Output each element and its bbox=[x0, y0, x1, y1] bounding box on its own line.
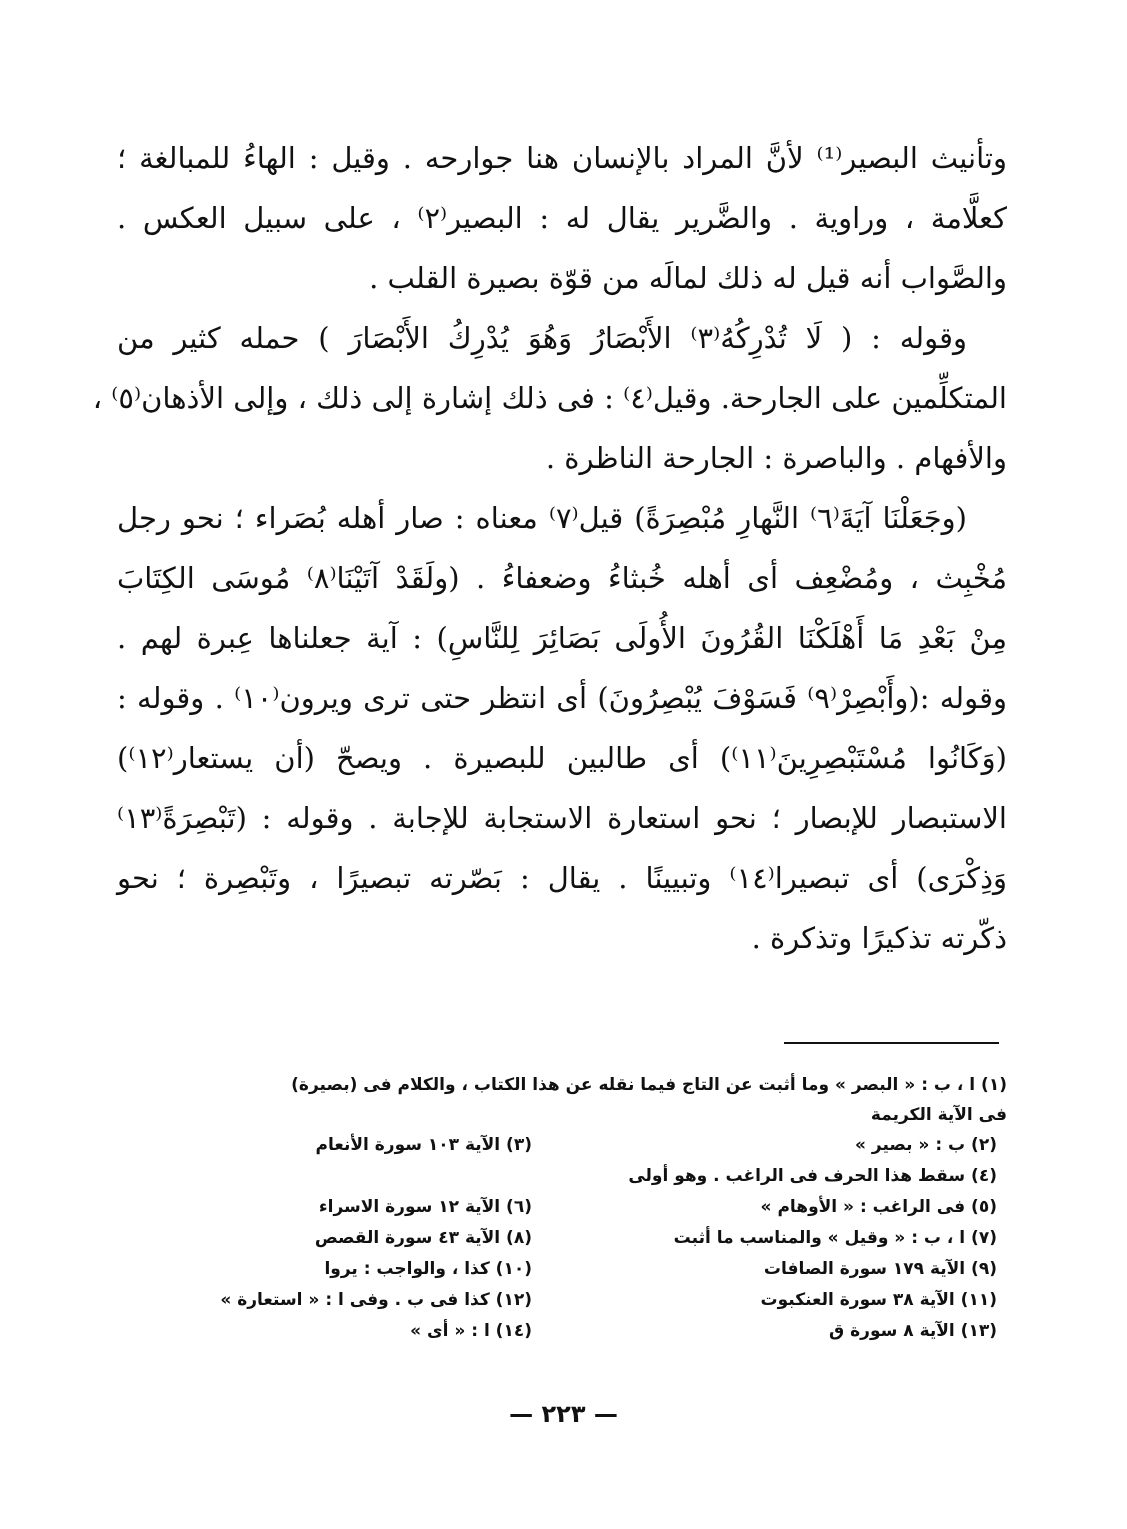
text-line: والأفهام . والباصرة : الجارحة الناظرة . bbox=[545, 441, 1007, 475]
footnotes bbox=[117, 1070, 1007, 1347]
footnote-separator bbox=[784, 1042, 999, 1044]
text-line: والصَّواب أنه قيل له ذلك لمالَه من قوّة بصيرة القلب . bbox=[369, 261, 1007, 295]
footnote-row bbox=[117, 1192, 1007, 1223]
text-line: ذكّرته تذكيرًا وتذكرة . bbox=[751, 921, 1007, 955]
footnote-row bbox=[117, 1130, 1007, 1161]
text-line: وَذِكْرَى) أى تبصيرا⁽١٤⁾ وتبيينًا . يقال : بَصّرته تبصيرًا ، وتَبْصِرة ؛ نحو bbox=[117, 861, 1007, 895]
footnote-3: (٣) الآية ١٠٣ سورة الأنعام bbox=[315, 1135, 532, 1155]
footnote-row bbox=[117, 1161, 1007, 1192]
footnote-row bbox=[117, 1223, 1007, 1254]
footnote-2: (٢) ب : « بصير » bbox=[854, 1135, 997, 1155]
footnote-14: (١٤) ا : « أى » bbox=[410, 1321, 532, 1341]
text-line: (وجَعَلْنَا آيَةَ⁽٦⁾ النَّهارِ مُبْصِرَةً) قيل⁽٧⁾ معناه : صار أهله بُصَراء ؛ نحو رجل bbox=[117, 501, 967, 535]
footnote-1: (١) ا ، ب : « البصر » وما أثبت عن التاج فيما نقله عن هذا الكتاب ، والكلام فى (بصيرة) bbox=[291, 1075, 1007, 1095]
text-line: كعلَّامة ، وراوية . والضَّرير يقال له : البصير⁽٢⁾ ، على سبيل العكس . bbox=[117, 201, 1007, 235]
footnote-1-continued: فى الآية الكريمة bbox=[870, 1105, 1007, 1125]
footnote-row bbox=[117, 1254, 1007, 1285]
text-line: مِنْ بَعْدِ مَا أَهْلَكْنَا القُرُونَ الأُولَى بَصَائِرَ لِلنَّاسِ) : آية جعلناها عِبرة لهم . bbox=[117, 621, 1007, 655]
footnote-5: (٥) فى الراغب : « الأوهام » bbox=[760, 1197, 997, 1217]
footnote-10: (١٠) كذا ، والواجب : يروا bbox=[324, 1259, 532, 1279]
footnote-6: (٦) الآية ١٢ سورة الاسراء bbox=[318, 1197, 532, 1217]
page-number: — ٢٢٣ — bbox=[509, 1400, 618, 1428]
text-line: المتكلِّمين على الجارحة. وقيل⁽٤⁾ : فى ذلك إشارة إلى ذلك ، وإلى الأذهان⁽٥⁾ ، bbox=[92, 381, 1007, 415]
footnote-7: (٧) ا ، ب : « وقيل » والمناسب ما أثبت bbox=[673, 1228, 997, 1248]
footnote-11: (١١) الآية ٣٨ سورة العنكبوت bbox=[760, 1290, 997, 1310]
text-line: الاستبصار للإبصار ؛ نحو استعارة الاستجابة للإجابة . وقوله : (تَبْصِرَةً⁽١٣⁾ bbox=[117, 801, 1007, 835]
footnote-8: (٨) الآية ٤٣ سورة القصص bbox=[314, 1228, 532, 1248]
footnote-4: (٤) سقط هذا الحرف فى الراغب . وهو أولى bbox=[628, 1166, 997, 1186]
text-line: (وَكَانُوا مُسْتَبْصِرِينَ⁽١١⁾) أى طالبين للبصيرة . ويصحّ (أن يستعار⁽١٢⁾) bbox=[117, 741, 1007, 775]
text-line: وقوله :(وأَبْصِرْ⁽٩⁾ فَسَوْفَ يُبْصِرُونَ) أى انتظر حتى ترى ويرون⁽١٠⁾ . وقوله : bbox=[117, 681, 1007, 715]
main-text bbox=[92, 128, 1007, 968]
footnote-9: (٩) الآية ١٧٩ سورة الصافات bbox=[763, 1259, 997, 1279]
text-line: وقوله : ( لَا تُدْرِكُهُ⁽٣⁾ الأَبْصَارُ وَهُوَ يُدْرِكُ الأَبْصَارَ ) حمله كثير من bbox=[117, 321, 967, 355]
footnote-row bbox=[117, 1316, 1007, 1347]
footnote-13: (١٣) الآية ٨ سورة ق bbox=[829, 1321, 997, 1341]
footnote-12: (١٢) كذا فى ب . وفى ا : « استعارة » bbox=[220, 1290, 532, 1310]
text-line: وتأنيث البصير⁽¹⁾ لأنَّ المراد بالإنسان هنا جوارحه . وقيل : الهاءُ للمبالغة ؛ bbox=[117, 141, 1007, 175]
text-line: مُخْبِث ، ومُضْعِف أى أهله خُبثاءُ وضعفاءُ . (ولَقَدْ آتَيْنَا⁽٨⁾ مُوسَى الكِتَابَ bbox=[117, 561, 1007, 595]
footnote-row bbox=[117, 1285, 1007, 1316]
